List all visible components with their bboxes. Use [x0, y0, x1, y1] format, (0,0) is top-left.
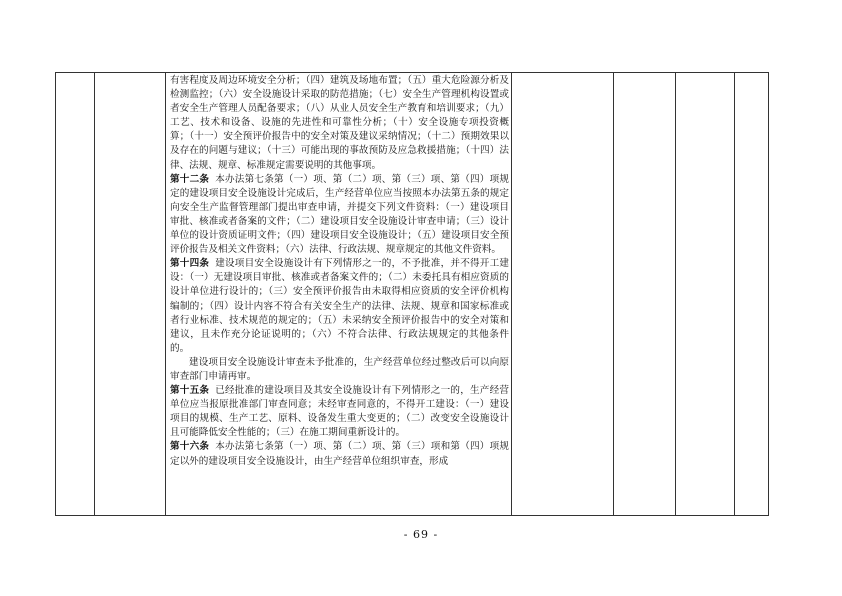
- paragraph-text: 建设项目安全设施设计审查未予批准的，生产经营单位经过整改后可以向原审查部门申请再审。: [170, 356, 509, 382]
- paragraph-article-15: [170, 384, 509, 440]
- paragraph-text: 建设项目安全设施设计有下列情形之一的，不予批准，并不得开工建设：（一）无建设项目审批、核准或者备案文件的；（二）未委托具有相应资质的设计单位进行设计的；（三）安全预评价报告由未取得相应资质的安全评价机构编制的；（四）设计内容不符合有关安全生产的法律、法规、规章和国家标准或者行业标准、技术规范的规定的；（五）未采纳安全预评价报告中的安全对策和建议，且未作充分论证说明的；（六）不符合法律、行政法规规定的其他条件的。: [170, 258, 510, 354]
- paragraph-text: 有害程度及周边环境安全分析；（四）建筑及场地布置；（五）重大危险源分析及检测监控；（六）安全设施设计采取的防范措施；（七）安全生产管理机构设置或者安全生产管理人员配备要求；（八）从业人员安全生产教育和培训要求；（九）工艺、技术和设备、设施的先进性和可靠性分析；（十）安全设施专项投资概算；（十一）安全预评价报告中的安全对策及建议采纳情况；（十二）预期效果以及存在的问题与建议；（十三）可能出现的事故预防及应急救援措施；（十四）法律、法规、规章、标准规定需要说明的其他事项。: [170, 75, 509, 171]
- paragraph-text: 本办法第七条第（一）项、第（二）项、第（三）项和第（四）项规定以外的建设项目安全设施设计，由生产经营单位组织审查，形成: [170, 441, 510, 467]
- paragraph-1: [170, 74, 509, 173]
- cell-col-7: [735, 73, 769, 516]
- paragraph-article-16: [170, 440, 509, 468]
- table-row: [56, 73, 769, 516]
- cell-col-1: [56, 73, 95, 516]
- page-number: - 69 -: [403, 528, 439, 541]
- cell-col-2: [95, 73, 166, 516]
- article-label: 第十五条: [170, 385, 210, 397]
- cell-col-6: [676, 73, 735, 516]
- article-label: 第十四条: [170, 258, 210, 270]
- cell-col-4: [512, 73, 614, 516]
- paragraph-resubmission: [170, 356, 509, 384]
- cell-col-5: [614, 73, 676, 516]
- article-label: 第十二条: [170, 173, 210, 185]
- paragraph-article-14: [170, 257, 509, 356]
- paragraph-text: 本办法第七条第（一）项、第（二）项、第（三）项、第（四）项规定的建设项目安全设施设计完成后，生产经营单位应当按照本办法第五条的规定向安全生产监督管理部门提出审查申请，并提交下列文件资料：（一）建设项目审批、核准或者备案的文件；（二）建设项目安全设施设计审查申请；（三）设计单位的设计资质证明文件；（四）建设项目安全设施设计；（五）建设项目安全预评价报告及相关文件资料；（六）法律、行政法规、规章规定的其他文件资料。: [170, 173, 510, 256]
- cell-content: [166, 73, 512, 516]
- paragraph-article-12: [170, 173, 509, 258]
- content-table: [55, 72, 769, 516]
- article-label: 第十六条: [170, 441, 210, 453]
- paragraph-text: 已经批准的建设项目及其安全设施设计有下列情形之一的，生产经营单位应当报原批准部门审查同意；未经审查同意的，不得开工建设：（一）建设项目的规模、生产工艺、原料、设备发生重大变更的；（二）改变安全设施设计且可能降低安全性能的；（三）在施工期间重新设计的。: [170, 385, 510, 439]
